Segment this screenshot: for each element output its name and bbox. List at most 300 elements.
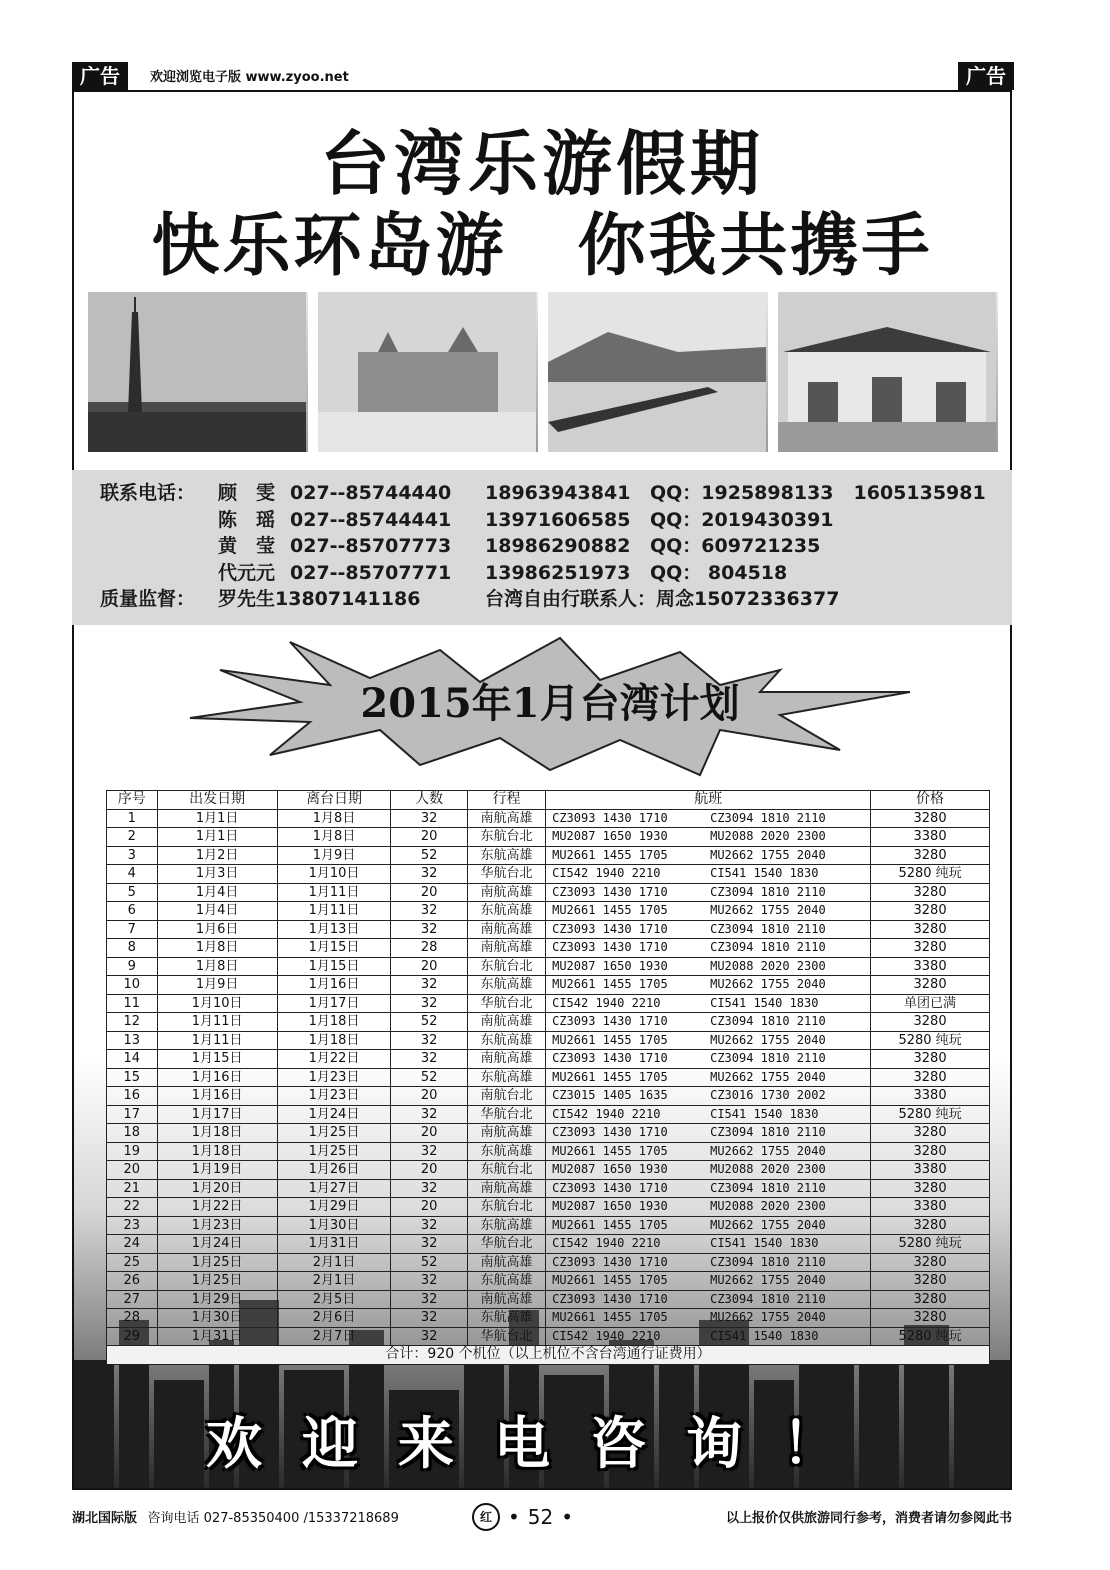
cell-route: 华航台北	[467, 1105, 545, 1124]
cell-index: 27	[107, 1290, 158, 1309]
cell-flights	[546, 1050, 871, 1069]
table-row	[107, 1253, 990, 1272]
contact-row	[100, 507, 1012, 534]
cell-index: 10	[107, 976, 158, 995]
contact-qq: QQ：1925898133	[650, 482, 834, 504]
cell-return: 2月1日	[277, 1253, 391, 1272]
footer-consult: 咨询电话 027-85350400 /15337218689	[147, 1511, 399, 1526]
cell-flights	[546, 957, 871, 976]
cell-price: 5280 纯玩	[871, 1031, 990, 1050]
cell-index: 23	[107, 1216, 158, 1235]
flight-return: CI541 1540 1830	[710, 866, 819, 881]
cell-depart: 1月1日	[157, 809, 277, 828]
cell-index: 20	[107, 1161, 158, 1180]
flight-outbound: MU2087 1650 1930	[552, 829, 668, 844]
cell-return: 1月8日	[277, 809, 391, 828]
cell-depart: 1月24日	[157, 1235, 277, 1254]
cell-depart: 1月4日	[157, 902, 277, 921]
contact-tel: 027--85744441	[290, 508, 452, 531]
table-total-row	[107, 1346, 990, 1365]
table-row	[107, 1216, 990, 1235]
col-header-flights: 航班	[546, 791, 871, 810]
cell-price: 3280	[871, 1179, 990, 1198]
cell-depart: 1月25日	[157, 1272, 277, 1291]
cell-depart: 1月9日	[157, 976, 277, 995]
contact-qq: QQ：2019430391	[650, 508, 834, 531]
cell-price: 5280 纯玩	[871, 1235, 990, 1254]
cell-flights	[546, 1327, 871, 1346]
footer-left	[72, 1507, 399, 1526]
cell-seats: 52	[391, 846, 467, 865]
cell-return: 1月18日	[277, 1031, 391, 1050]
cell-return: 1月11日	[277, 902, 391, 921]
cell-index: 18	[107, 1124, 158, 1143]
flight-return: CZ3016 1730 2002	[710, 1088, 826, 1103]
flight-outbound: CI542 1940 2210	[552, 866, 661, 881]
cell-depart: 1月17日	[157, 1105, 277, 1124]
flight-outbound: MU2661 1455 1705	[552, 847, 668, 862]
cell-price: 3280	[871, 1309, 990, 1328]
cell-depart: 1月18日	[157, 1124, 277, 1143]
cell-return: 1月22日	[277, 1050, 391, 1069]
cell-price: 3280	[871, 976, 990, 995]
cell-return: 2月5日	[277, 1290, 391, 1309]
flight-outbound: CI542 1940 2210	[552, 1328, 661, 1343]
cell-index: 15	[107, 1068, 158, 1087]
cell-depart: 1月3日	[157, 865, 277, 884]
cell-price: 5280 纯玩	[871, 865, 990, 884]
red-mark-icon: 红	[472, 1503, 500, 1531]
table-row	[107, 976, 990, 995]
flight-outbound: CZ3093 1430 1710	[552, 940, 668, 955]
flight-outbound: CZ3093 1430 1710	[552, 1180, 668, 1195]
cell-flights	[546, 846, 871, 865]
cell-route: 东航高雄	[467, 1031, 545, 1050]
contact-name: 顾 雯	[218, 482, 276, 504]
ad-label-left: 广告	[72, 62, 128, 90]
table-row	[107, 1179, 990, 1198]
cell-return: 1月25日	[277, 1142, 391, 1161]
cell-index: 6	[107, 902, 158, 921]
flight-return: CZ3094 1810 2110	[710, 810, 826, 825]
flight-outbound: MU2661 1455 1705	[552, 903, 668, 918]
cell-index: 13	[107, 1031, 158, 1050]
cell-return: 1月13日	[277, 920, 391, 939]
cell-flights	[546, 1031, 871, 1050]
cell-depart: 1月6日	[157, 920, 277, 939]
cell-price: 3280	[871, 1124, 990, 1143]
cell-seats: 20	[391, 1198, 467, 1217]
cell-route: 东航高雄	[467, 1142, 545, 1161]
cell-price: 3280	[871, 1253, 990, 1272]
contact-label-spacer	[100, 507, 218, 534]
flight-outbound: CZ3093 1430 1710	[552, 1291, 668, 1306]
cell-flights	[546, 994, 871, 1013]
cell-index: 9	[107, 957, 158, 976]
cell-route: 南航高雄	[467, 1179, 545, 1198]
cell-route: 南航高雄	[467, 1050, 545, 1069]
cell-route: 东航高雄	[467, 1216, 545, 1235]
contact-name: 黄 莹	[218, 535, 276, 557]
cell-price: 3380	[871, 828, 990, 847]
schedule-body	[107, 809, 990, 1346]
cell-price: 3280	[871, 1290, 990, 1309]
cell-return: 1月15日	[277, 939, 391, 958]
cell-depart: 1月30日	[157, 1309, 277, 1328]
table-row	[107, 1124, 990, 1143]
cell-flights	[546, 1216, 871, 1235]
table-row	[107, 902, 990, 921]
cell-flights	[546, 883, 871, 902]
cell-seats: 32	[391, 1309, 467, 1328]
cell-return: 1月23日	[277, 1087, 391, 1106]
contact-row	[100, 480, 1012, 507]
photo-memorial-gate	[778, 292, 998, 452]
flight-return: CZ3094 1810 2110	[710, 1051, 826, 1066]
table-row	[107, 1050, 990, 1069]
table-row	[107, 809, 990, 828]
contact-label: 联系电话：	[100, 482, 196, 504]
flight-outbound: CZ3093 1430 1710	[552, 1125, 668, 1140]
cell-flights	[546, 1087, 871, 1106]
cell-return: 1月16日	[277, 976, 391, 995]
contact-mobile: 13986251973	[485, 561, 631, 584]
cell-flights	[546, 1013, 871, 1032]
quality-row	[100, 586, 1012, 613]
contact-mobile: 18963943841	[485, 482, 631, 504]
flight-return: MU2088 2020 2300	[710, 1199, 826, 1214]
col-header-depart: 出发日期	[157, 791, 277, 810]
cell-index: 26	[107, 1272, 158, 1291]
cell-seats: 32	[391, 1050, 467, 1069]
contact-mobile: 18986290882	[485, 535, 631, 557]
cell-route: 华航台北	[467, 994, 545, 1013]
cell-seats: 32	[391, 1179, 467, 1198]
cell-index: 1	[107, 809, 158, 828]
cell-depart: 1月8日	[157, 939, 277, 958]
cell-seats: 32	[391, 865, 467, 884]
cell-flights	[546, 809, 871, 828]
cell-index: 25	[107, 1253, 158, 1272]
photo-sun-moon-lake	[548, 292, 768, 452]
cell-route: 南航高雄	[467, 1290, 545, 1309]
cell-route: 南航高雄	[467, 1253, 545, 1272]
flight-outbound: MU2661 1455 1705	[552, 1273, 668, 1288]
cell-flights	[546, 1105, 871, 1124]
flight-outbound: MU2087 1650 1930	[552, 958, 668, 973]
cell-route: 南航高雄	[467, 939, 545, 958]
table-row	[107, 1013, 990, 1032]
cell-depart: 1月10日	[157, 994, 277, 1013]
flight-return: MU2662 1755 2040	[710, 903, 826, 918]
cell-return: 1月29日	[277, 1198, 391, 1217]
cell-seats: 52	[391, 1253, 467, 1272]
cell-seats: 32	[391, 976, 467, 995]
flight-return: CZ3094 1810 2110	[710, 1125, 826, 1140]
table-row	[107, 865, 990, 884]
contact-tel: 027--85707771	[290, 561, 452, 584]
flight-outbound: MU2087 1650 1930	[552, 1199, 668, 1214]
cell-return: 2月6日	[277, 1309, 391, 1328]
cell-return: 1月23日	[277, 1068, 391, 1087]
cell-seats: 32	[391, 1235, 467, 1254]
cell-depart: 1月16日	[157, 1087, 277, 1106]
cell-flights	[546, 1179, 871, 1198]
cell-return: 2月1日	[277, 1272, 391, 1291]
ad-label-right: 广告	[958, 62, 1014, 90]
cell-price: 3280	[871, 1068, 990, 1087]
flight-return: CZ3094 1810 2110	[710, 940, 826, 955]
cell-return: 2月7日	[277, 1327, 391, 1346]
flight-outbound: MU2661 1455 1705	[552, 1217, 668, 1232]
table-row	[107, 957, 990, 976]
cell-seats: 28	[391, 939, 467, 958]
cell-depart: 1月8日	[157, 957, 277, 976]
cell-return: 1月15日	[277, 957, 391, 976]
headline-title: 台湾乐游假期	[320, 122, 764, 205]
headline-subtitle: 快乐环岛游 你我共携手	[151, 206, 933, 286]
cell-route: 南航高雄	[467, 809, 545, 828]
table-row	[107, 1068, 990, 1087]
table-row	[107, 1327, 990, 1346]
cell-seats: 20	[391, 957, 467, 976]
contact-qq: QQ：609721235	[650, 535, 821, 557]
contact-qq: QQ： 804518	[650, 561, 788, 584]
cell-flights	[546, 865, 871, 884]
cell-index: 3	[107, 846, 158, 865]
cell-flights	[546, 828, 871, 847]
table-row	[107, 1198, 990, 1217]
cell-depart: 1月19日	[157, 1161, 277, 1180]
flight-outbound: MU2661 1455 1705	[552, 977, 668, 992]
col-header-index: 序号	[107, 791, 158, 810]
flight-outbound: CZ3093 1430 1710	[552, 1254, 668, 1269]
col-header-price: 价格	[871, 791, 990, 810]
cell-seats: 32	[391, 1327, 467, 1346]
table-row	[107, 1087, 990, 1106]
cell-index: 5	[107, 883, 158, 902]
cell-index: 28	[107, 1309, 158, 1328]
cell-index: 4	[107, 865, 158, 884]
cell-seats: 52	[391, 1068, 467, 1087]
table-row	[107, 828, 990, 847]
flight-return: MU2662 1755 2040	[710, 1032, 826, 1047]
cell-return: 1月24日	[277, 1105, 391, 1124]
flight-outbound: CZ3015 1405 1635	[552, 1088, 668, 1103]
cell-seats: 32	[391, 1216, 467, 1235]
footer-page	[472, 1503, 573, 1531]
cell-return: 1月17日	[277, 994, 391, 1013]
flight-return: CI541 1540 1830	[710, 995, 819, 1010]
contact-row	[100, 560, 1012, 587]
flight-outbound: CZ3093 1430 1710	[552, 884, 668, 899]
table-row	[107, 1142, 990, 1161]
schedule-table	[106, 790, 990, 1365]
cell-return: 1月25日	[277, 1124, 391, 1143]
table-row	[107, 1235, 990, 1254]
cell-price: 3280	[871, 846, 990, 865]
table-row	[107, 939, 990, 958]
welcome-banner: 欢迎来电咨询！	[206, 1411, 878, 1477]
flight-outbound: CI542 1940 2210	[552, 995, 661, 1010]
contact-tel: 027--85707773	[290, 535, 452, 557]
cell-index: 11	[107, 994, 158, 1013]
table-row	[107, 1031, 990, 1050]
contact-tel: 027--85744440	[290, 482, 452, 504]
flight-return: MU2662 1755 2040	[710, 977, 826, 992]
flight-return: MU2088 2020 2300	[710, 958, 826, 973]
cell-index: 17	[107, 1105, 158, 1124]
cell-route: 南航高雄	[467, 1013, 545, 1032]
page-number: 52	[527, 1505, 554, 1529]
flight-return: MU2662 1755 2040	[710, 847, 826, 862]
cell-index: 24	[107, 1235, 158, 1254]
table-row	[107, 1309, 990, 1328]
cell-seats: 32	[391, 1272, 467, 1291]
cell-route: 东航台北	[467, 828, 545, 847]
cell-route: 东航台北	[467, 1198, 545, 1217]
cell-price: 5280 纯玩	[871, 1327, 990, 1346]
cell-depart: 1月11日	[157, 1013, 277, 1032]
cell-index: 7	[107, 920, 158, 939]
quality-label: 质量监督：	[100, 588, 196, 610]
cell-flights	[546, 902, 871, 921]
cell-route: 东航台北	[467, 1161, 545, 1180]
cell-price: 3280	[871, 1050, 990, 1069]
cell-price: 3280	[871, 920, 990, 939]
flight-return: CZ3094 1810 2110	[710, 921, 826, 936]
cell-flights	[546, 1290, 871, 1309]
flight-return: MU2662 1755 2040	[710, 1069, 826, 1084]
cell-depart: 1月4日	[157, 883, 277, 902]
photo-taipei-101	[88, 292, 308, 452]
cell-seats: 20	[391, 828, 467, 847]
footer-disclaimer: 以上报价仅供旅游同行参考，消费者请勿参阅此书	[725, 1511, 1012, 1526]
flight-return: CI541 1540 1830	[710, 1328, 819, 1343]
cell-index: 19	[107, 1142, 158, 1161]
contact-name: 陈 瑶	[218, 508, 276, 531]
cell-route: 南航高雄	[467, 1124, 545, 1143]
flight-outbound: CZ3093 1430 1710	[552, 1014, 668, 1029]
cell-index: 8	[107, 939, 158, 958]
cell-depart: 1月20日	[157, 1179, 277, 1198]
contact-qq-extra: 1605135981	[853, 482, 986, 504]
cell-flights	[546, 1235, 871, 1254]
cell-return: 1月9日	[277, 846, 391, 865]
flight-outbound: CZ3093 1430 1710	[552, 810, 668, 825]
flight-return: MU2662 1755 2040	[710, 1217, 826, 1232]
col-header-return: 离台日期	[277, 791, 391, 810]
flight-outbound: MU2087 1650 1930	[552, 1162, 668, 1177]
contact-label-spacer	[100, 533, 218, 560]
cell-flights	[546, 1142, 871, 1161]
cell-route: 华航台北	[467, 1235, 545, 1254]
cell-route: 华航台北	[467, 865, 545, 884]
flight-return: CZ3094 1810 2110	[710, 1254, 826, 1269]
table-row	[107, 1161, 990, 1180]
cell-flights	[546, 1198, 871, 1217]
plan-title-burst	[180, 630, 920, 780]
cell-flights	[546, 1068, 871, 1087]
flight-return: CZ3094 1810 2110	[710, 884, 826, 899]
table-row	[107, 994, 990, 1013]
contact-panel	[72, 470, 1012, 625]
cell-price: 3280	[871, 902, 990, 921]
cell-price: 3280	[871, 883, 990, 902]
page-dot-right: •	[561, 1505, 574, 1529]
cell-price: 3380	[871, 1161, 990, 1180]
cell-depart: 1月25日	[157, 1253, 277, 1272]
flight-return: CI541 1540 1830	[710, 1106, 819, 1121]
flight-return: MU2088 2020 2300	[710, 1162, 826, 1177]
photo-castle-plaza	[318, 292, 538, 452]
flight-return: MU2662 1755 2040	[710, 1310, 826, 1325]
cell-depart: 1月29日	[157, 1290, 277, 1309]
cell-route: 南航高雄	[467, 920, 545, 939]
cell-seats: 32	[391, 920, 467, 939]
cell-price: 3380	[871, 957, 990, 976]
cell-depart: 1月18日	[157, 1142, 277, 1161]
cell-return: 1月11日	[277, 883, 391, 902]
cell-flights	[546, 920, 871, 939]
cell-flights	[546, 1124, 871, 1143]
cell-price: 单团已满	[871, 994, 990, 1013]
col-header-seats: 人数	[391, 791, 467, 810]
contact-label-spacer	[100, 560, 218, 587]
cell-index: 14	[107, 1050, 158, 1069]
flight-return: CI541 1540 1830	[710, 1236, 819, 1251]
cell-price: 3280	[871, 809, 990, 828]
cell-index: 22	[107, 1198, 158, 1217]
cell-return: 1月27日	[277, 1179, 391, 1198]
cell-depart: 1月11日	[157, 1031, 277, 1050]
cell-route: 南航台北	[467, 1087, 545, 1106]
cell-route: 南航高雄	[467, 883, 545, 902]
photo-strip	[88, 292, 998, 452]
flight-outbound: MU2661 1455 1705	[552, 1069, 668, 1084]
cell-seats: 20	[391, 1087, 467, 1106]
cell-price: 3380	[871, 1198, 990, 1217]
cell-flights	[546, 1161, 871, 1180]
cell-flights	[546, 1272, 871, 1291]
flight-return: CZ3094 1810 2110	[710, 1291, 826, 1306]
flight-outbound: CZ3093 1430 1710	[552, 1051, 668, 1066]
cell-price: 5280 纯玩	[871, 1105, 990, 1124]
cell-seats: 20	[391, 1124, 467, 1143]
footer-edition: 湖北国际版	[72, 1511, 138, 1526]
cell-route: 东航高雄	[467, 1272, 545, 1291]
cell-route: 华航台北	[467, 1327, 545, 1346]
cell-return: 1月10日	[277, 865, 391, 884]
page-dot-left: •	[508, 1505, 520, 1529]
cell-price: 3380	[871, 1087, 990, 1106]
cell-return: 1月31日	[277, 1235, 391, 1254]
cell-index: 21	[107, 1179, 158, 1198]
cell-price: 3280	[871, 1216, 990, 1235]
cell-route: 东航台北	[467, 957, 545, 976]
cell-seats: 20	[391, 883, 467, 902]
cell-return: 1月18日	[277, 1013, 391, 1032]
table-row	[107, 883, 990, 902]
cell-price: 3280	[871, 939, 990, 958]
cell-price: 3280	[871, 1142, 990, 1161]
cell-depart: 1月2日	[157, 846, 277, 865]
free-travel-contact: 台湾自由行联系人：周念15072336377	[485, 588, 840, 610]
flight-return: MU2662 1755 2040	[710, 1273, 826, 1288]
table-row	[107, 1272, 990, 1291]
cell-depart: 1月22日	[157, 1198, 277, 1217]
flight-outbound: CZ3093 1430 1710	[552, 921, 668, 936]
